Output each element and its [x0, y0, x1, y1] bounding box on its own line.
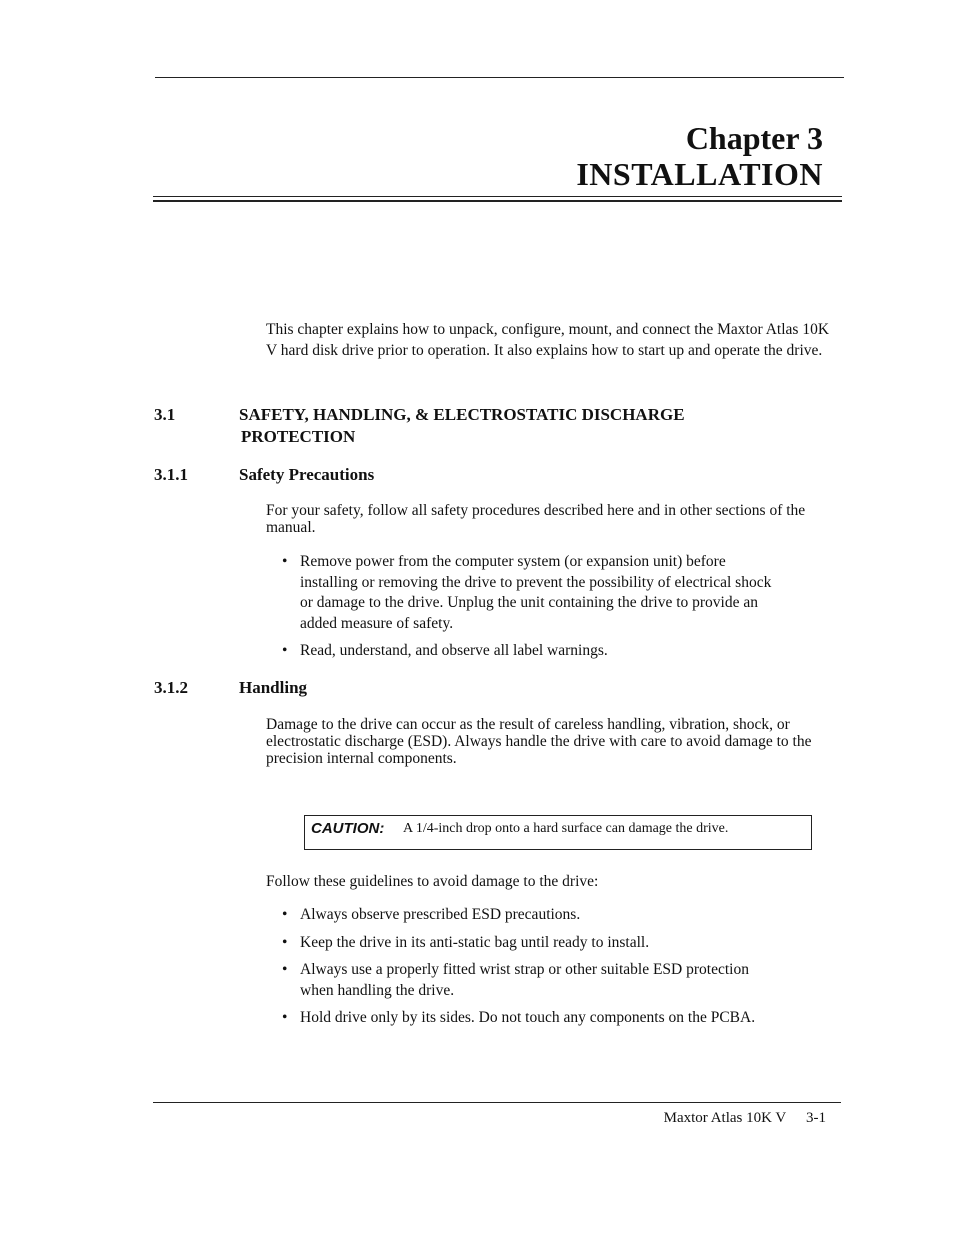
section-3-1-title-line1: SAFETY, HANDLING, & ELECTROSTATIC DISCHARGE — [239, 405, 685, 424]
header-rule — [155, 77, 844, 78]
bullet-icon: • — [282, 906, 288, 923]
footer-page-number: 3-1 — [806, 1110, 826, 1126]
list-item — [282, 641, 782, 662]
caution-box — [304, 815, 812, 850]
safety-bullet-list — [282, 552, 782, 669]
section-3-1-2-intro: Damage to the drive can occur as the result of careless handling, vibration, shock, or electrostatic discharge (ESD). Always handle the drive with care to avoid damage to the precision internal components. — [266, 716, 812, 767]
handling-bullet-list — [282, 905, 782, 1036]
bullet-icon: • — [282, 553, 288, 570]
caution-text: A 1/4-inch drop onto a hard surface can damage the drive. — [403, 821, 729, 836]
chapter-title — [576, 120, 823, 192]
list-item-text: Read, understand, and observe all label warnings. — [300, 642, 608, 659]
section-3-1-1-title: Safety Precautions — [239, 465, 375, 484]
bullet-icon: • — [282, 642, 288, 659]
list-item — [282, 905, 782, 926]
caution-label: CAUTION: — [311, 820, 385, 837]
list-item — [282, 933, 782, 954]
section-3-1-title-line2: PROTECTION — [241, 427, 356, 446]
bullet-icon: • — [282, 1009, 288, 1026]
section-3-1-2-number: 3.1.2 — [154, 678, 188, 697]
chapter-name: INSTALLATION — [576, 156, 823, 192]
title-rule-top — [153, 196, 842, 197]
section-3-1-2-title: Handling — [239, 678, 308, 697]
section-3-1-number: 3.1 — [154, 405, 176, 424]
bullet-icon: • — [282, 933, 288, 951]
list-item-text: Remove power from the computer system (or expansion unit) before installing or removing the drive to prevent the possibility of electrical shock or damage to the drive. Unplug the unit containing the drive to provide an added measure of safety. — [300, 553, 772, 632]
list-item-text: Keep the drive in its anti-static bag until ready to install. — [300, 933, 650, 951]
guidelines-intro: Follow these guidelines to avoid damage to the drive: — [266, 873, 599, 890]
chapter-intro: This chapter explains how to unpack, configure, mount, and connect the Maxtor Atlas 10K V hard disk drive prior to operation. It also explains how to start up and operate the drive. — [266, 321, 830, 359]
list-item — [282, 552, 782, 634]
footer-rule — [153, 1102, 841, 1103]
list-item-text: Always observe prescribed ESD precautions. — [300, 906, 581, 923]
list-item — [282, 960, 782, 1001]
list-item-text: Always use a properly fitted wrist strap or other suitable ESD protection when handling the drive. — [300, 961, 749, 999]
title-rule-bottom — [153, 200, 842, 202]
list-item-text: Hold drive only by its sides. Do not touch any components on the PCBA. — [300, 1009, 756, 1026]
page-footer — [664, 1110, 826, 1127]
section-3-1-1-number: 3.1.1 — [154, 465, 188, 484]
bullet-icon: • — [282, 961, 288, 978]
section-3-1-1-intro: For your safety, follow all safety procedures described here and in other sections of the manual. — [266, 502, 806, 536]
footer-product: Maxtor Atlas 10K V — [663, 1110, 787, 1126]
list-item — [282, 1008, 770, 1029]
chapter-number: Chapter 3 — [685, 120, 823, 156]
